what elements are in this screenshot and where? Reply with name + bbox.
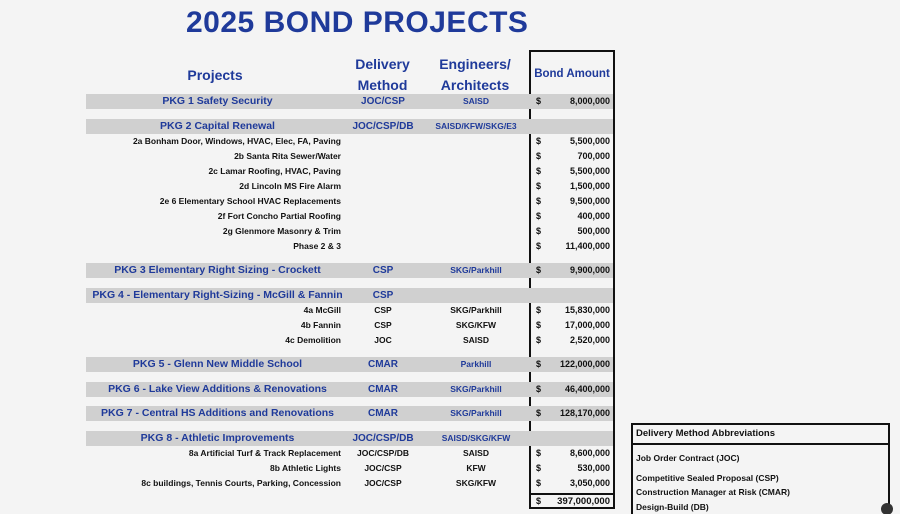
engineers-architects: SKG/KFW <box>455 320 497 330</box>
delivery-method: CSP <box>372 265 394 276</box>
delivery-method: JOC/CSP/DB <box>352 433 414 444</box>
bond-amount: 9,900,000 <box>569 265 610 275</box>
delivery-method: JOC/CSP <box>364 478 402 488</box>
header-engineers-line1: Engineers/ <box>439 56 511 72</box>
project-name: 8b Athletic Lights <box>270 463 341 473</box>
dollar-sign: $ <box>536 320 542 330</box>
sub-project-row <box>0 209 900 224</box>
sub-project-row <box>0 333 900 348</box>
engineers-architects: KFW <box>466 463 486 473</box>
bond-amount: 5,500,000 <box>569 166 610 176</box>
dollar-sign: $ <box>536 196 542 206</box>
dollar-sign: $ <box>536 463 542 473</box>
dollar-sign: $ <box>536 181 542 191</box>
dollar-sign: $ <box>536 265 542 275</box>
dollar-sign: $ <box>536 478 542 488</box>
header-delivery-method <box>340 54 425 96</box>
bond-amount: 5,500,000 <box>569 136 610 146</box>
dollar-sign: $ <box>536 448 542 458</box>
engineers-architects: SAISD <box>463 448 489 458</box>
dollar-sign: $ <box>536 408 542 418</box>
project-name: PKG 2 Capital Renewal <box>160 120 275 132</box>
project-name: 8a Artificial Turf & Track Replacement <box>188 448 341 458</box>
project-name: PKG 1 Safety Security <box>162 95 273 107</box>
total-amount: 397,000,000 <box>557 496 610 507</box>
abbreviation-item: Competitive Sealed Proposal (CSP) <box>636 473 779 483</box>
engineers-architects: SKG/Parkhill <box>450 384 502 394</box>
project-name: 2g Glenmore Masonry & Trim <box>222 226 341 236</box>
sub-project-row <box>0 318 900 333</box>
package-row <box>0 263 900 278</box>
delivery-method: CMAR <box>368 408 398 419</box>
delivery-method: JOC/CSP/DB <box>357 448 409 458</box>
abbreviation-item: Design-Build (DB) <box>636 502 709 512</box>
bond-amount: 46,400,000 <box>564 384 610 394</box>
sub-project-row <box>0 134 900 149</box>
page-title: 2025 BOND PROJECTS <box>186 6 529 39</box>
sub-project-row <box>0 149 900 164</box>
bond-amount: 17,000,000 <box>564 320 610 330</box>
project-name: 4c Demolition <box>285 335 341 345</box>
delivery-method: JOC/CSP/DB <box>352 121 414 132</box>
bond-amount: 1,500,000 <box>569 181 610 191</box>
dollar-sign: $ <box>536 359 542 369</box>
dollar-sign: $ <box>536 226 542 236</box>
bond-amount: 8,000,000 <box>569 96 610 106</box>
package-row <box>0 406 900 421</box>
dollar-sign: $ <box>536 305 542 315</box>
project-name: 4b Fannin <box>300 320 341 330</box>
dollar-sign: $ <box>536 96 542 106</box>
total-dollar-sign: $ <box>536 496 542 506</box>
delivery-method: CSP <box>372 290 394 301</box>
sub-project-row <box>0 224 900 239</box>
project-name: 4a McGill <box>303 305 341 315</box>
engineers-architects: SAISD/KFW/SKG/E3 <box>435 121 517 131</box>
bond-amount: 8,600,000 <box>569 448 610 458</box>
header-bond-amount-label: Bond Amount <box>534 68 610 80</box>
sub-project-row <box>0 194 900 209</box>
dollar-sign: $ <box>536 384 542 394</box>
bond-amount: 700,000 <box>577 151 610 161</box>
project-name: PKG 8 - Athletic Improvements <box>140 432 295 444</box>
dollar-sign: $ <box>536 166 542 176</box>
dollar-sign: $ <box>536 241 542 251</box>
project-name: PKG 6 - Lake View Additions & Renovations <box>108 383 327 395</box>
package-row <box>0 288 900 303</box>
project-name: 2a Bonham Door, Windows, HVAC, Elec, FA, Paving <box>132 136 341 146</box>
project-name: 2e 6 Elementary School HVAC Replacements <box>159 196 341 206</box>
abbreviations-title: Delivery Method Abbreviations <box>633 425 888 445</box>
bond-amount: 122,000,000 <box>559 359 610 369</box>
header-delivery-line2: Method <box>357 77 408 93</box>
engineers-architects: SKG/Parkhill <box>450 408 502 418</box>
header-delivery-line1: Delivery <box>355 56 410 72</box>
dollar-sign: $ <box>536 136 542 146</box>
delivery-method: JOC/CSP <box>364 463 402 473</box>
bond-amount: 11,400,000 <box>565 241 610 251</box>
header-engineers-line2: Architects <box>440 77 510 93</box>
delivery-method: CMAR <box>368 359 398 370</box>
bond-amount: 128,170,000 <box>559 408 610 418</box>
delivery-method: CSP <box>374 320 392 330</box>
project-name: 8c buildings, Tennis Courts, Parking, Concession <box>141 478 341 488</box>
header-projects-label: Projects <box>187 67 243 83</box>
abbreviation-item: Construction Manager at Risk (CMAR) <box>636 487 790 497</box>
dollar-sign: $ <box>536 151 542 161</box>
settings-icon[interactable] <box>881 503 893 514</box>
engineers-architects: Parkhill <box>460 359 492 369</box>
engineers-architects: SKG/KFW <box>455 478 497 488</box>
sub-project-row <box>0 239 900 254</box>
bond-amount: 400,000 <box>577 211 610 221</box>
package-row <box>0 357 900 372</box>
project-name: PKG 3 Elementary Right Sizing - Crockett <box>114 264 321 276</box>
project-name: 2b Santa Rita Sewer/Water <box>234 151 341 161</box>
bond-amount: 2,520,000 <box>569 335 610 345</box>
project-name: 2c Lamar Roofing, HVAC, Paving <box>208 166 341 176</box>
delivery-method: JOC/CSP <box>361 96 405 107</box>
project-name: PKG 7 - Central HS Additions and Renovations <box>101 407 334 419</box>
delivery-method: CMAR <box>368 384 398 395</box>
engineers-architects: SKG/Parkhill <box>450 265 502 275</box>
project-name: PKG 5 - Glenn New Middle School <box>132 358 303 370</box>
engineers-architects: SAISD <box>463 335 489 345</box>
sub-project-row <box>0 179 900 194</box>
project-name: 2f Fort Concho Partial Roofing <box>217 211 341 221</box>
package-row <box>0 119 900 134</box>
bond-amount: 3,050,000 <box>569 478 610 488</box>
package-row <box>0 382 900 397</box>
delivery-method: JOC <box>374 335 392 345</box>
project-name: Phase 2 & 3 <box>293 241 341 251</box>
package-row <box>0 94 900 109</box>
abbreviations-box <box>631 423 890 514</box>
dollar-sign: $ <box>536 335 542 345</box>
bond-amount: 530,000 <box>577 463 610 473</box>
sub-project-row <box>0 303 900 318</box>
bond-amount: 15,830,000 <box>564 305 610 315</box>
project-name: PKG 4 - Elementary Right-Sizing - McGill & Fannin <box>92 289 343 301</box>
engineers-architects: SAISD <box>463 96 489 106</box>
abbreviation-item: Job Order Contract (JOC) <box>636 453 740 463</box>
project-name: 2d Lincoln MS Fire Alarm <box>239 181 341 191</box>
engineers-architects: SAISD/SKG/KFW <box>441 433 511 443</box>
engineers-architects: SKG/Parkhill <box>450 305 502 315</box>
bond-amount: 500,000 <box>577 226 610 236</box>
dollar-sign: $ <box>536 211 542 221</box>
sub-project-row <box>0 164 900 179</box>
header-projects <box>165 65 265 86</box>
bond-amount: 9,500,000 <box>569 196 610 206</box>
header-engineers-architects <box>425 54 525 96</box>
delivery-method: CSP <box>374 305 392 315</box>
